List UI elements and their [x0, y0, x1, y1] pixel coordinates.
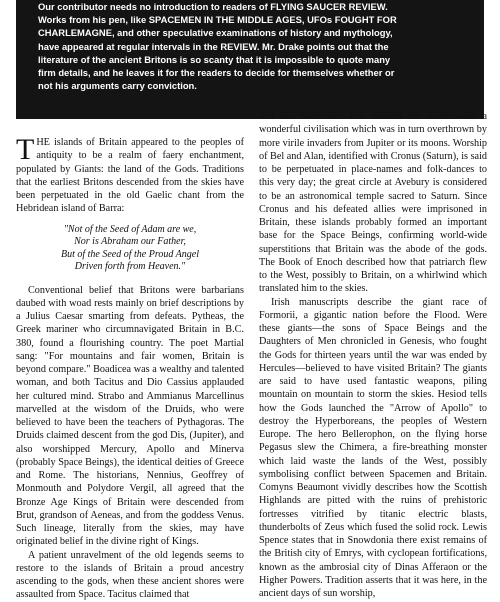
body-paragraph: Irish manuscripts describe the giant race of Formorii, a gigantic nation before the Flood. Were these giants—the sons of Space Beings and the Daughters of Men chronicled in Genesis, who fought the Gods for thirteen years until the war was ended by Hercules—believed to have visited Britain? The giants are said to have used fantastic weapons, piling mountain on mountain to storm the skies. Hesiod tells how the Gods launched the "Arrow of Apollo" to destroy the Hyperboreans, the peoples of Western Europe. The hero Bellerophon, on the flying horse Pegasus slew the Chimera, a fire-breathing monster which laid waste the lands of the West, possibly symbolising conflict between Spacemen and Britain. Comyns Beaumont vividly describes how the Scottish Highlands are pitted with the ruins of prehistoric fortresses vitrified by titanic electric blasts, thunderbolts of Zeus which fused the solid rock. Lewis Spence states that in Snowdonia there exist remains of the British city of Emrys, with cyclopean fortifications, known as the ambrosial city of Dinas Afferaon or the Higher Powers. Tradition asserts that it was here, in the ancient days of sun worship,: [259, 296, 487, 599]
intro-line: firm details, and he leaves it for the readers to decide for themselves whether or: [38, 67, 395, 79]
intro-line: CHARLEMAGNE, and other speculative examinations of history and mythology,: [38, 27, 393, 39]
body-paragraph: A patient unravelment of the old legends seems to restore to the islands of Britain a proud ancestry ascending to the gods, when these ancient shores were assaulted from Space. Tacitus claimed that: [16, 549, 244, 601]
intro-box: [16, 0, 484, 119]
intro-line: not his arguments carry conviction.: [38, 80, 197, 92]
intro-line: have appeared at regular intervals in the REVIEW. Mr. Drake points out that the: [38, 40, 389, 52]
right-column: [259, 110, 487, 599]
chant-line: But of the Seed of the Proud Angel: [60, 248, 200, 260]
intro-line: literature of the ancient Britons is so scanty that it is impossible to quote many: [38, 53, 391, 65]
opening-text: HE islands of Britain appeared to the peoples of antiquity to be a realm of faery enchantment, populated by Giants: the land of the Gods. Traditions that the earliest Britons descended from the skies have been perpetuated in the old Gaelic chant from the Hebridean island of Barra:: [16, 137, 244, 215]
chant-line: Driven forth from Heaven.": [74, 261, 186, 272]
body-paragraph: Conventional belief that Britons were barbarians daubed with woad rests mainly on brief descriptions by a Julius Caesar smarting from defeats. Pytheas, the Greek mariner who circumnavigated Britain in B.C. 380, found a flourishing country. The poet Martial sang: "For mountains and fair women, Britain is beyond compare." Boadicea was a wealthy and talented woman, and both Tacitus and Dio Cassius applauded her cultured mind. Strabo and Ammianus Marcellinus marvelled at the wisdom of the Druids, who were believed to have been the teachers of Pythagoras. The Druids claimed descent from the god Dis, (Jupiter), and also worshipped Mercury, Apollo and Minerva (probably Space Beings), the identical deities of Greece and Rome. The historians, Nennius, Geoffrey of Monmouth and Polydore Vergil, all agreed that the Bronze Age Kings of Britain were descended from Brut, grandson of Aeneas, and from the goddess Venus. Such lineage, literally from the skies, may have originated belief in the divine right of Kings.: [16, 284, 244, 548]
drop-cap: T: [16, 133, 35, 166]
chant-line: "Not of the Seed of Adam are we,: [63, 223, 197, 235]
opening-paragraph: [16, 133, 244, 216]
intro-line: Our contributor needs no introduction to readers of FLYING SAUCER REVIEW.: [38, 1, 388, 12]
intro-line: Works from his pen, like SPACEMEN IN THE MIDDLE AGES, UFOs FOUGHT FOR: [38, 14, 397, 26]
left-column: [16, 133, 244, 601]
gaelic-chant: [16, 224, 244, 274]
body-paragraph: that the Saturnians had blessed our Earth with a wonderful civilisation which was in turn overthrown by more virile invaders from Jupiter or its moons. Worship of Bel and Alan, identified with Cronus (Saturn), is said to be perpetuated in place-names and folk-dances to this very day; the great circle at Avebury is considered to be an astronomical temple sacred to Saturn. Since Cronus and his defeated allies were imprisoned in Britain, these islands probably formed an important base for the Space Beings, confirming world-wide superstitions that Britain was the abode of the gods. The Book of Enoch described how that patriarch flew to the West, possibly to Britain, on a whirlwind which translated him to the skies.: [259, 111, 487, 295]
chant-line: Nor is Abraham our Father,: [74, 236, 186, 247]
